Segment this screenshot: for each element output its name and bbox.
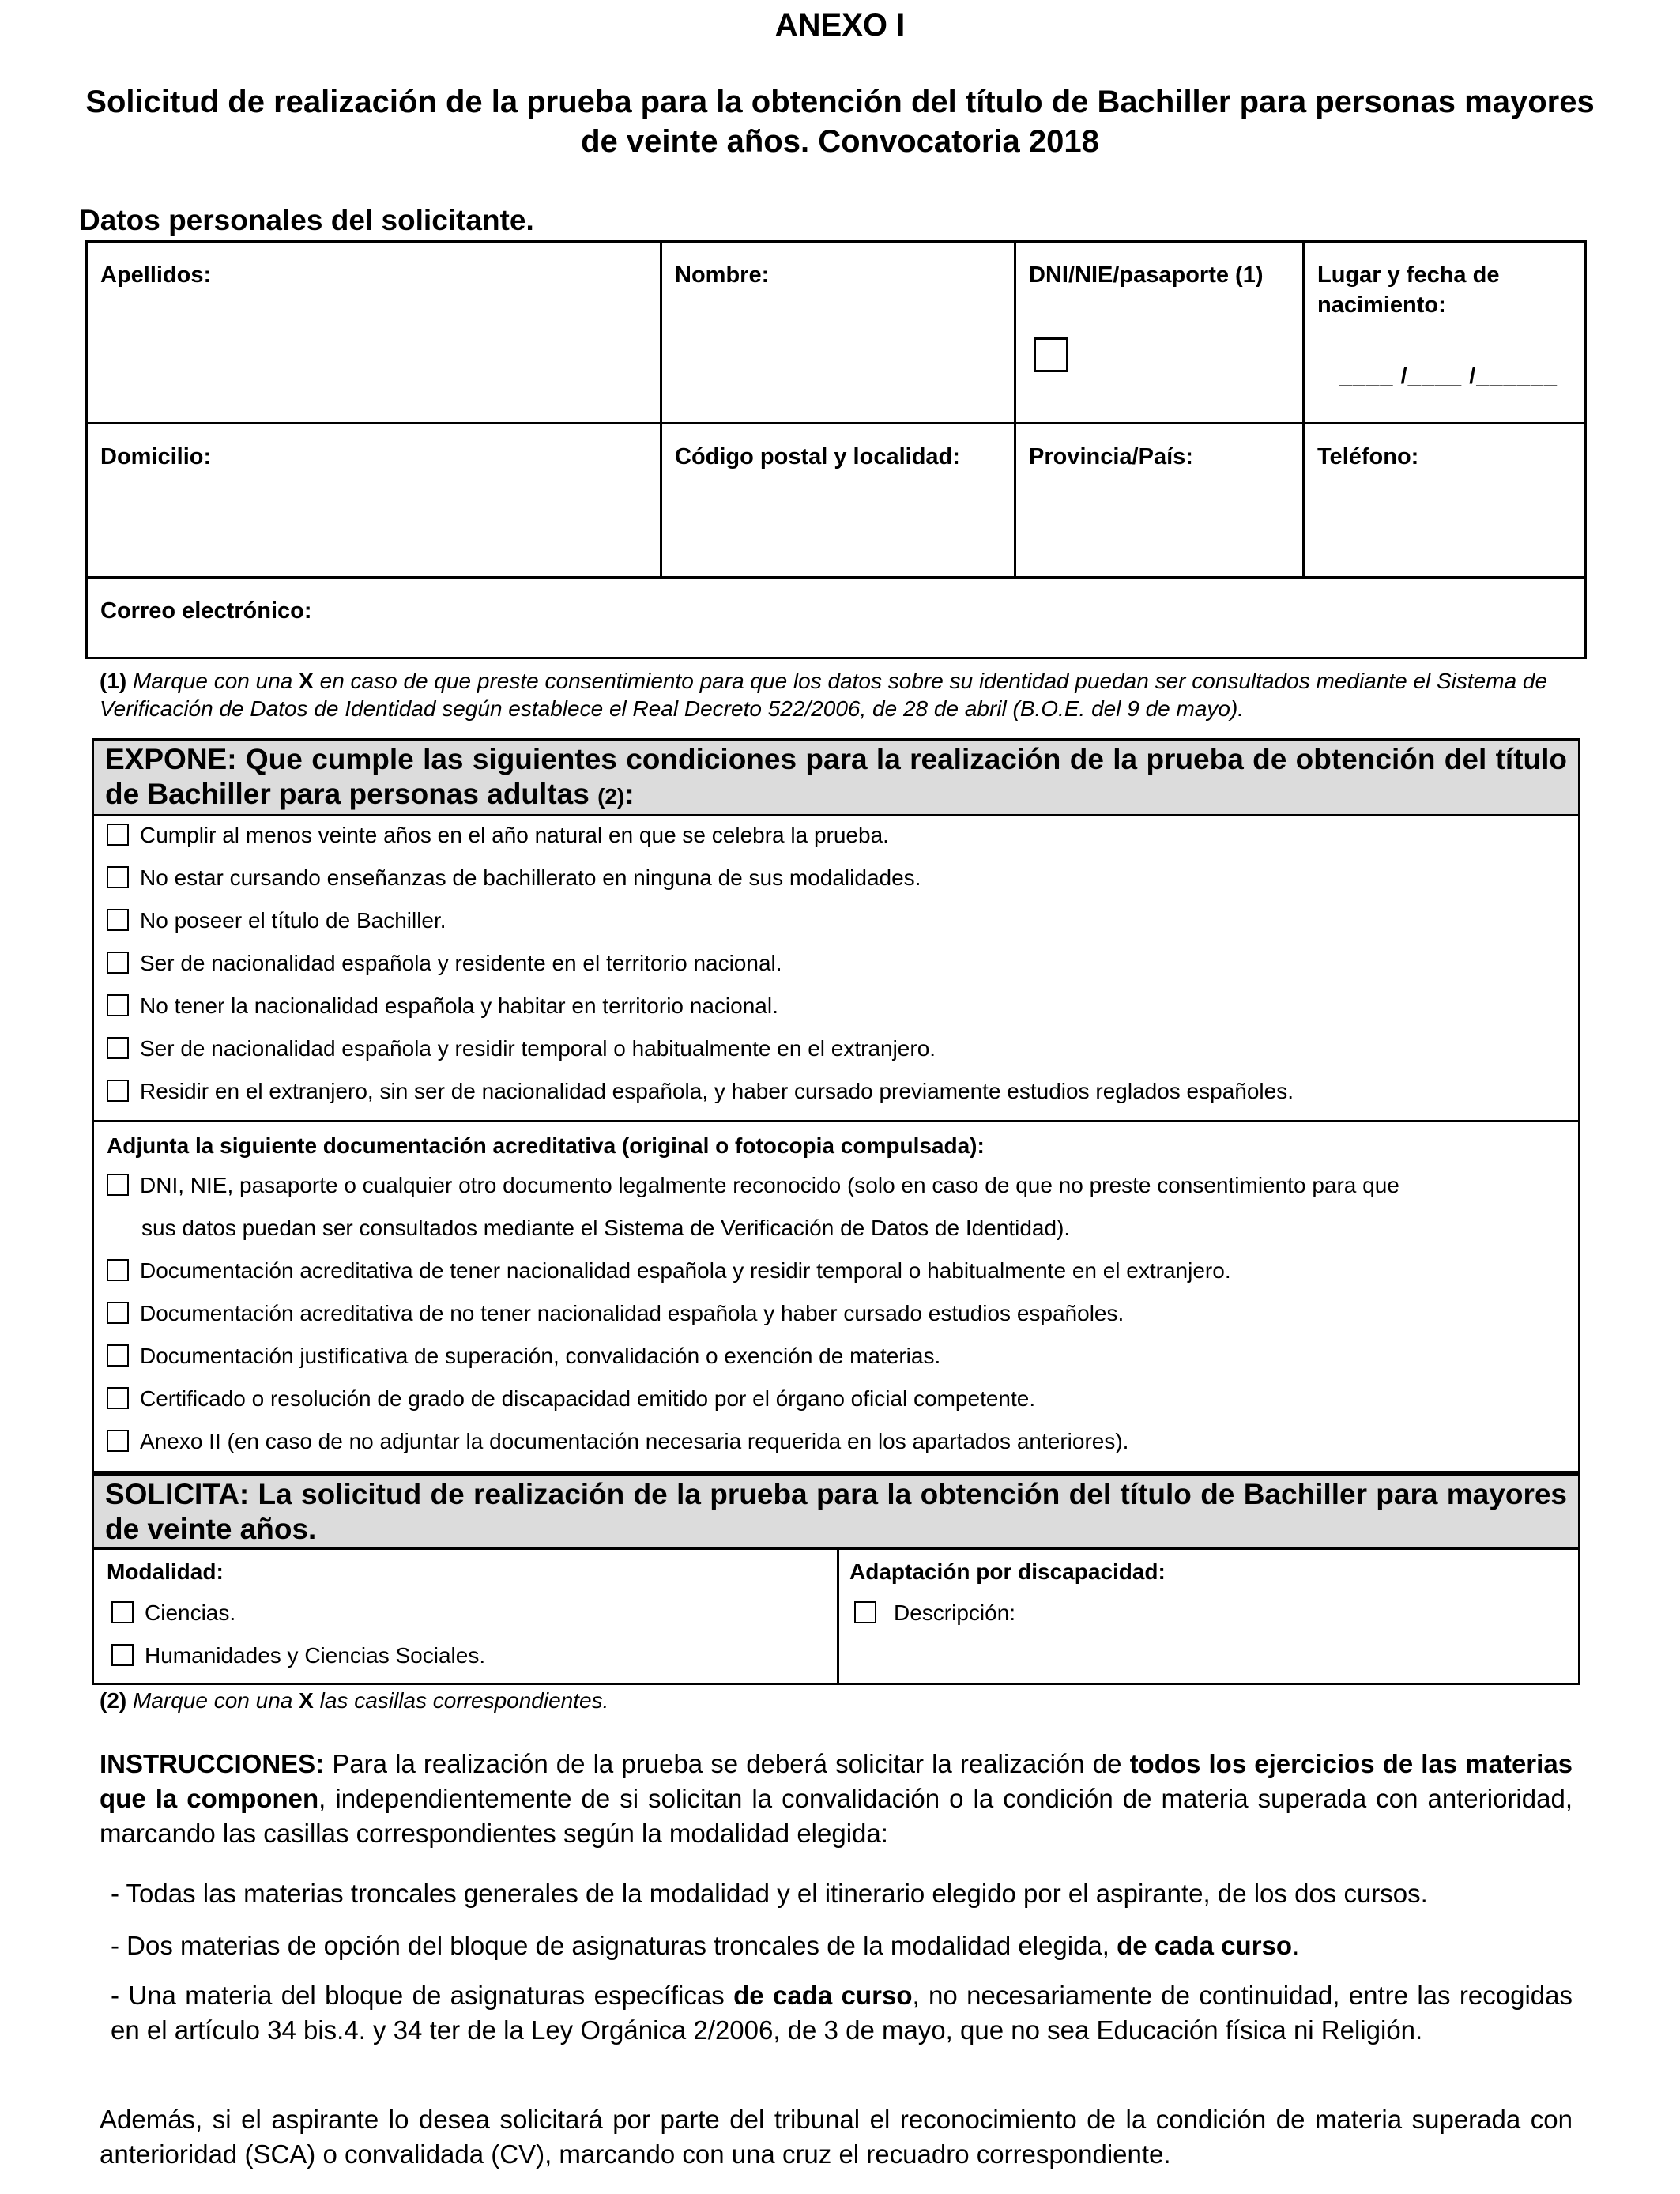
form-title: Solicitud de realización de la prueba para la obtención del título de Bachiller para personas mayores de veinte años. Convocatoria 2018 <box>85 85 1595 159</box>
note-text: las casillas correspondientes. <box>319 1688 609 1713</box>
doc-item[interactable] <box>107 1299 1124 1328</box>
adaptacion-option[interactable] <box>854 1599 1015 1627</box>
condition-checkbox[interactable] <box>107 909 129 931</box>
instructions-closing: Además, si el aspirante lo desea solicitará por parte del tribunal el reconocimiento de la condición de materia superada con anterioridad (SCA) o convalidada (CV), marcando con una cruz el recuadro correspondiente. <box>100 2105 1573 2169</box>
doc-label: Certificado o resolución de grado de discapacidad emitido por el órgano oficial competente. <box>140 1386 1036 1411</box>
modalidad-option-ciencias[interactable] <box>111 1599 235 1627</box>
postal-field[interactable] <box>662 424 1016 579</box>
condition-label: Ser de nacionalidad española y residir temporal o habitualmente en el extranjero. <box>140 1036 936 1061</box>
name-field[interactable] <box>662 243 1016 424</box>
note-text: en caso de que preste consentimiento para que los datos sobre su identidad puedan ser consultados mediante el Sistema de Verificación de Datos de Identidad según establece el Real Decreto 522/2006, de 28 de abril (B.O.E. del 9 de mayo). <box>100 669 1548 721</box>
condition-label: No poseer el título de Bachiller. <box>140 908 446 933</box>
condition-checkbox[interactable] <box>107 952 129 974</box>
descripcion-label: Descripción: <box>894 1600 1016 1625</box>
condition-label: No estar cursando enseñanzas de bachillerato en ninguna de sus modalidades. <box>140 865 921 890</box>
surname-label: Apellidos: <box>100 262 212 288</box>
condition-checkbox[interactable] <box>107 1037 129 1059</box>
address-label: Domicilio: <box>100 444 212 469</box>
address-field[interactable] <box>88 424 662 579</box>
note-marker: (2) <box>100 1688 127 1713</box>
condition-item[interactable] <box>107 907 446 935</box>
condition-item[interactable] <box>107 821 889 850</box>
modalidad-option-humanidades[interactable] <box>111 1642 485 1670</box>
condition-checkbox[interactable] <box>107 824 129 846</box>
doc-label: Documentación acreditativa de no tener nacionalidad española y haber cursado estudios españoles. <box>140 1301 1124 1325</box>
birth-field[interactable] <box>1305 243 1584 424</box>
condition-label: Ser de nacionalidad española y residente en el territorio nacional. <box>140 951 782 975</box>
doc-item[interactable] <box>107 1257 1231 1285</box>
doc-item[interactable] <box>107 1427 1128 1456</box>
solicita-heading: SOLICITA: La solicitud de realización de la prueba para la obtención del título de Bachiller para mayores de veinte años. <box>94 1476 1578 1550</box>
docs-heading: Adjunta la siguiente documentación acreditativa (original o fotocopia compulsada): <box>107 1133 985 1158</box>
instructions-paragraph: INSTRUCCIONES: Para la realización de la prueba se deberá solicitar la realización de todos los ejercicios de las materias que la componen, independientemente de si solicitan la convalidación o la condición de materia superada con anterioridad, marcando las casillas correspondientes según la modalidad elegida: <box>100 1749 1573 1848</box>
condition-item[interactable] <box>107 1035 936 1063</box>
condition-label: Residir en el extranjero, sin ser de nacionalidad española, y haber cursado previamente estudios reglados españoles. <box>140 1079 1294 1103</box>
doc-checkbox[interactable] <box>107 1174 129 1196</box>
condition-checkbox[interactable] <box>107 994 129 1016</box>
doc-checkbox[interactable] <box>107 1344 129 1367</box>
doc-item[interactable] <box>107 1385 1035 1413</box>
adaptacion-label: Adaptación por discapacidad: <box>849 1559 1166 1584</box>
instructions-bullet-1: - Todas las materias troncales generales de la modalidad y el itinerario elegido por el aspirante, de los dos cursos. <box>111 1879 1428 1908</box>
doc-checkbox[interactable] <box>107 1259 129 1281</box>
expone-heading: EXPONE: Que cumple las siguientes condiciones para la realización de la prueba de obtención del título de Bachiller para personas adultas (2): <box>94 741 1578 816</box>
doc-checkbox[interactable] <box>107 1430 129 1452</box>
instructions-bullet-2: - Dos materias de opción del bloque de asignaturas troncales de la modalidad elegida, de cada curso. <box>111 1931 1300 1960</box>
email-label: Correo electrónico: <box>100 598 312 624</box>
doc-item[interactable] <box>107 1171 1399 1200</box>
solicita-section <box>92 1473 1580 1685</box>
modalidad-label: Modalidad: <box>107 1559 224 1584</box>
note-x: X <box>299 1688 314 1713</box>
doc-label: Anexo II (en caso de no adjuntar la documentación necesaria requerida en los apartados anteriores). <box>140 1429 1129 1453</box>
modalidad-label-text: Humanidades y Ciencias Sociales. <box>145 1643 486 1668</box>
note-marker: (1) <box>100 669 127 693</box>
condition-item[interactable] <box>107 949 782 978</box>
expone-section <box>92 738 1580 1473</box>
instructions-bullet-3: - Una materia del bloque de asignaturas específicas de cada curso, no necesariamente de continuidad, entre las recogidas en el artículo 34 bis.4. y 34 ter de la Ley Orgánica 2/2006, de 3 de mayo, que no sea Educación física ni Religión. <box>111 1981 1573 2045</box>
condition-item[interactable] <box>107 864 921 892</box>
modalidad-checkbox[interactable] <box>111 1601 134 1623</box>
note-x: X <box>299 669 314 693</box>
id-consent-checkbox[interactable] <box>1034 337 1068 372</box>
doc-label: DNI, NIE, pasaporte o cualquier otro documento legalmente reconocido (solo en caso de que no preste consentimiento para que <box>140 1173 1399 1197</box>
id-field <box>1016 243 1305 424</box>
modalidad-checkbox[interactable] <box>111 1644 134 1666</box>
doc-label: Documentación justificativa de superación, convalidación o exención de materias. <box>140 1344 941 1368</box>
surname-field[interactable] <box>88 243 662 424</box>
birth-label: Lugar y fecha de nacimiento: <box>1317 262 1500 318</box>
personal-data-heading: Datos personales del solicitante. <box>79 204 534 236</box>
doc-item-continued: sus datos puedan ser consultados mediante el Sistema de Verificación de Datos de Identidad). <box>141 1216 1071 1240</box>
doc-label: Documentación acreditativa de tener nacionalidad española y residir temporal o habitualmente en el extranjero. <box>140 1258 1231 1283</box>
consent-note <box>100 667 1577 722</box>
phone-label: Teléfono: <box>1317 444 1419 469</box>
modalidad-label-text: Ciencias. <box>145 1600 236 1625</box>
condition-item[interactable] <box>107 992 778 1020</box>
checkbox-note <box>100 1688 608 1713</box>
annex-title: ANEXO I <box>774 8 906 43</box>
doc-checkbox[interactable] <box>107 1387 129 1409</box>
doc-item[interactable] <box>107 1342 940 1370</box>
postal-label: Código postal y localidad: <box>675 444 960 469</box>
phone-field[interactable] <box>1305 424 1584 579</box>
condition-checkbox[interactable] <box>107 866 129 888</box>
adaptacion-checkbox[interactable] <box>854 1601 876 1623</box>
birth-date-blank[interactable]: ____ /____ /______ <box>1339 364 1558 389</box>
note-text: Marque con una <box>133 1688 293 1713</box>
condition-checkbox[interactable] <box>107 1080 129 1102</box>
personal-data-table <box>85 240 1587 659</box>
province-field[interactable] <box>1016 424 1305 579</box>
condition-label: No tener la nacionalidad española y habitar en territorio nacional. <box>140 993 778 1018</box>
province-label: Provincia/País: <box>1029 444 1193 469</box>
id-label: DNI/NIE/pasaporte (1) <box>1029 262 1264 288</box>
name-label: Nombre: <box>675 262 770 288</box>
condition-label: Cumplir al menos veinte años en el año natural en que se celebra la prueba. <box>140 823 889 847</box>
condition-item[interactable] <box>107 1077 1294 1106</box>
note-text: Marque con una <box>133 669 293 693</box>
doc-checkbox[interactable] <box>107 1302 129 1324</box>
email-field[interactable] <box>88 579 1584 657</box>
